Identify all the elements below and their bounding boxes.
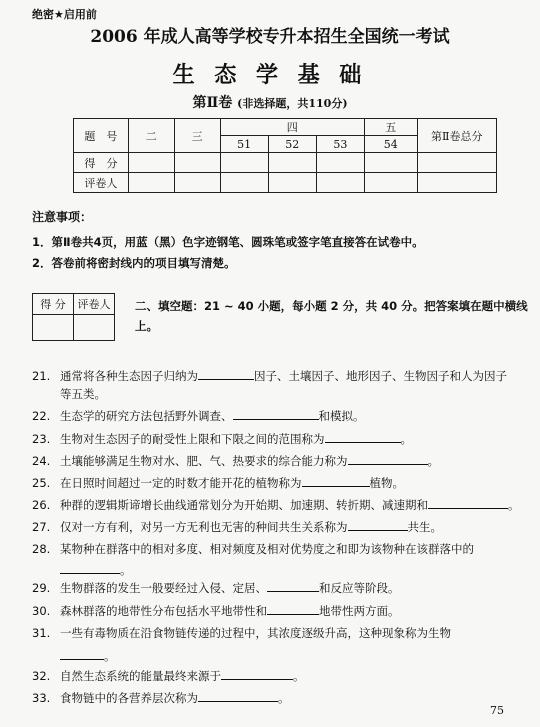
- volume-label: 第Ⅱ卷: [192, 95, 233, 111]
- answer-blank[interactable]: [325, 431, 401, 443]
- section-score-box: [32, 293, 115, 341]
- answer-blank[interactable]: [221, 668, 293, 680]
- answer-blank[interactable]: [302, 475, 370, 487]
- section-score-cell[interactable]: [33, 315, 74, 341]
- subject-title: 生 态 学 基 础: [172, 62, 368, 88]
- question-text: 生态学的研究方法包括野外调查、: [60, 409, 233, 423]
- question-item: [32, 541, 474, 557]
- question-number: 23.: [32, 432, 51, 446]
- question-number: 26.: [32, 498, 51, 512]
- question-text-tail: 。: [293, 669, 305, 683]
- question-text-tail: 。: [400, 432, 412, 446]
- answer-blank[interactable]: [198, 368, 254, 380]
- question-text: 在日照时间超过一定的时数才能开花的植物称为: [60, 476, 302, 490]
- label-score: 得 分: [74, 153, 129, 173]
- question-number: 27.: [32, 520, 51, 534]
- answer-blank[interactable]: [60, 648, 104, 660]
- grader-cell[interactable]: [268, 173, 316, 193]
- answer-blank[interactable]: [267, 580, 319, 592]
- question-number: 22.: [32, 409, 51, 423]
- question-text: 某物种在群落中的相对多度、相对频度及相对优势度之和即为该物种在该群落中的: [60, 542, 474, 556]
- page-number: 75: [490, 704, 504, 717]
- question-text: 仅对一方有利，对另一方无利也无害的种间共生关系称为: [60, 520, 348, 534]
- question-item: [32, 580, 400, 596]
- answer-blank[interactable]: [267, 603, 319, 615]
- question-text-tail: 。: [508, 498, 520, 512]
- question-text: 食物链中的各营养层次称为: [60, 691, 198, 705]
- question-item: [32, 603, 400, 619]
- question-item: [32, 386, 106, 402]
- question-text: 土壤能够满足生物对水、肥、气、热要求的综合能力称为: [60, 454, 348, 468]
- col-3: 三: [174, 119, 220, 153]
- question-text-tail: 因子、土壤因子、地形因子、生物因子和人为因子: [254, 369, 507, 383]
- grader-cell[interactable]: [220, 173, 268, 193]
- question-number: 32.: [32, 669, 51, 683]
- answer-blank[interactable]: [198, 690, 278, 702]
- question-text-tail: 和模拟。: [318, 409, 365, 423]
- grader-cell[interactable]: [174, 173, 220, 193]
- answer-blank[interactable]: [348, 519, 408, 531]
- question-item: [32, 497, 520, 513]
- question-text-tail: 和反应等阶段。: [319, 581, 400, 595]
- question-text: 生物群落的发生一般要经过入侵、定居、: [60, 581, 267, 595]
- answer-blank[interactable]: [348, 453, 428, 465]
- score-cell[interactable]: [364, 153, 417, 173]
- note-item: 1．第Ⅱ卷共4页，用蓝（黑）色字迹钢笔、圆珠笔或签字笔直接答在试卷中。: [32, 235, 424, 249]
- question-number: 33.: [32, 691, 51, 705]
- answer-blank[interactable]: [428, 497, 508, 509]
- question-item: [32, 562, 132, 578]
- note-item: 2．答卷前将密封线内的项目填写清楚。: [32, 256, 236, 270]
- question-item: [32, 431, 412, 447]
- question-text: 生物对生态因子的耐受性上限和下限之间的范围称为: [60, 432, 325, 446]
- confidential-label: 绝密★启用前: [32, 8, 97, 21]
- col-total: 第Ⅱ卷总分: [417, 119, 497, 153]
- question-number: 25.: [32, 476, 51, 490]
- question-text-tail: 。: [120, 563, 132, 577]
- col-q53: 53: [316, 136, 364, 153]
- notes-heading: 注意事项：: [32, 210, 93, 224]
- score-cell[interactable]: [316, 153, 364, 173]
- question-item: [32, 475, 404, 491]
- question-item: [32, 690, 290, 706]
- volume-note: (非选择题，共110分): [237, 97, 348, 110]
- score-cell[interactable]: [128, 153, 174, 173]
- question-item: [32, 453, 439, 469]
- answer-blank[interactable]: [233, 408, 319, 420]
- section-grader-label: 评卷人: [74, 294, 115, 315]
- question-text-tail: 。: [278, 691, 290, 705]
- score-cell[interactable]: [174, 153, 220, 173]
- score-cell[interactable]: [268, 153, 316, 173]
- question-text-tail: 。: [427, 454, 439, 468]
- question-text: 种群的逻辑斯谛增长曲线通常划分为开始期、加速期、转折期、减速期和: [60, 498, 428, 512]
- label-grader: 评卷人: [74, 173, 129, 193]
- col-q52: 52: [268, 136, 316, 153]
- question-number: 28.: [32, 542, 51, 556]
- grader-cell[interactable]: [128, 173, 174, 193]
- label-question: 题 号: [74, 119, 129, 153]
- col-2: 二: [128, 119, 174, 153]
- question-text-tail: 地带性两方面。: [319, 604, 400, 618]
- col-q54: 54: [364, 136, 417, 153]
- question-number: 21.: [32, 369, 51, 383]
- question-text: 森林群落的地带性分布包括水平地带性和: [60, 604, 267, 618]
- question-item: [32, 668, 305, 684]
- grader-cell[interactable]: [364, 173, 417, 193]
- question-text-tail: 植物。: [369, 476, 404, 490]
- question-text: 自然生态系统的能量最终来源于: [60, 669, 221, 683]
- question-item: [32, 519, 442, 535]
- question-text: 等五类。: [60, 387, 106, 401]
- question-item: [32, 408, 365, 424]
- grader-cell[interactable]: [316, 173, 364, 193]
- col-5: 五: [364, 119, 417, 136]
- question-item: [32, 368, 507, 384]
- score-table: [73, 118, 497, 193]
- col-q51: 51: [220, 136, 268, 153]
- question-number: 31.: [32, 626, 51, 640]
- question-text-tail: 共生。: [407, 520, 442, 534]
- col-4: 四: [220, 119, 364, 136]
- score-cell[interactable]: [220, 153, 268, 173]
- question-item: [32, 648, 116, 664]
- question-text-tail: 。: [104, 649, 116, 663]
- section-score-label: 得 分: [33, 294, 74, 315]
- question-number: 30.: [32, 604, 51, 618]
- grader-cell[interactable]: [417, 173, 497, 193]
- exam-title: 2006 年成人高等学校专升本招生全国统一考试: [90, 27, 450, 47]
- section-grader-cell[interactable]: [74, 315, 115, 341]
- question-text: 一些有毒物质在沿食物链传递的过程中，其浓度逐级升高，这种现象称为生物: [60, 626, 451, 640]
- section-instruction: 二、填空题：21 ~ 40 小题，每小题 2 分，共 40 分。把答案填在题中横线上。: [135, 299, 528, 333]
- question-number: 24.: [32, 454, 51, 468]
- question-text: 通常将各种生态因子归纳为: [60, 369, 198, 383]
- answer-blank[interactable]: [60, 562, 120, 574]
- score-cell[interactable]: [417, 153, 497, 173]
- question-item: [32, 625, 451, 641]
- question-number: 29.: [32, 581, 51, 595]
- volume-title: [0, 92, 540, 112]
